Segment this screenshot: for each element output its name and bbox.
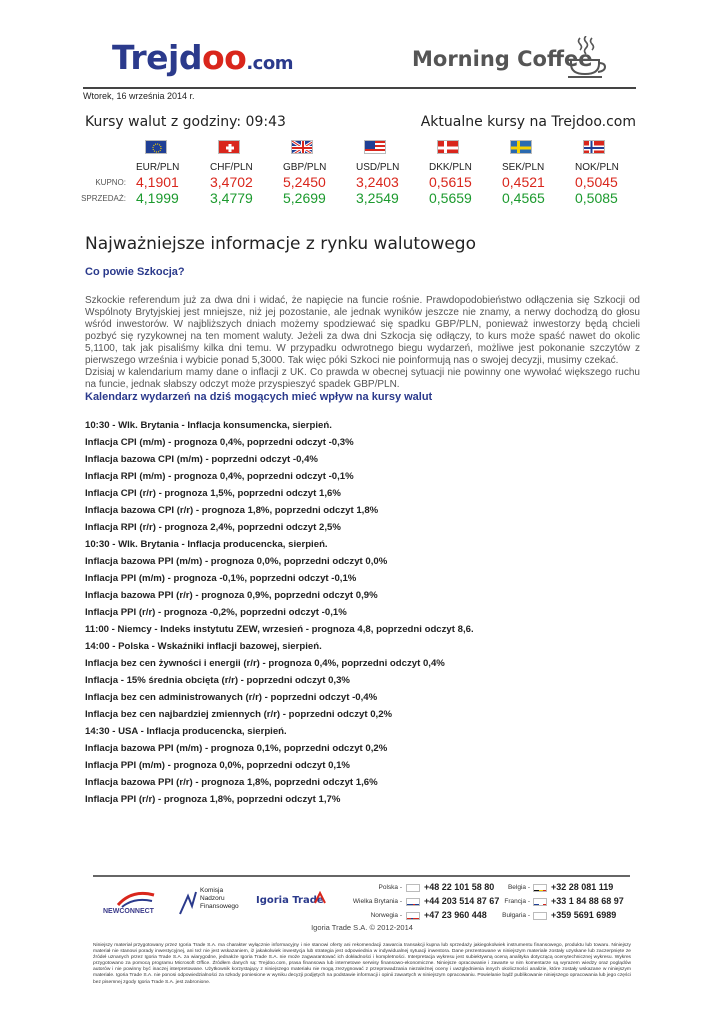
footer-divider <box>93 875 630 877</box>
sprzedaz-label: SPRZEDAŻ: <box>81 194 126 203</box>
event-item: Inflacja bazowa PPI (m/m) - prognoza 0,0%, poprzedni odczyt 0,0% <box>85 556 388 567</box>
event-item: 10:30 - Wlk. Brytania - Inflacja producencka, sierpień. <box>85 539 328 550</box>
flag-pl-icon <box>406 884 420 892</box>
sprzedaz-value: 4,1999 <box>136 190 179 206</box>
igoria-logo: Igoria Trade <box>256 895 324 906</box>
flag-bg-icon <box>533 912 547 920</box>
sprzedaz-value: 0,4565 <box>502 190 545 206</box>
kupno-value: 3,2403 <box>356 174 399 190</box>
currency-pair: CHF/PLN <box>210 162 253 173</box>
flag-gb-icon <box>406 898 420 906</box>
kupno-value: 3,4702 <box>210 174 253 190</box>
event-item: Inflacja bazowa PPI (m/m) - prognoza 0,1%, poprzedni odczyt 0,2% <box>85 743 388 754</box>
phone-country: Bułgaria - <box>502 912 530 919</box>
kupno-value: 4,1901 <box>136 174 179 190</box>
currency-pair: DKK/PLN <box>429 162 472 173</box>
currency-pair: GBP/PLN <box>283 162 327 173</box>
kupno-value: 5,2450 <box>283 174 326 190</box>
event-item: Inflacja - 15% średnia obcięta (r/r) - poprzedni odczyt 0,3% <box>85 675 350 686</box>
event-item: Inflacja PPI (m/m) - prognoza -0,1%, poprzedni odczyt -0,1% <box>85 573 357 584</box>
event-item: Inflacja bazowa CPI (r/r) - prognoza 1,8%, poprzedni odczyt 1,8% <box>85 505 379 516</box>
event-item: Inflacja PPI (r/r) - prognoza -0,2%, poprzedni odczyt -0,1% <box>85 607 347 618</box>
sprzedaz-value: 3,4779 <box>210 190 253 206</box>
calendar-title: Kalendarz wydarzeń na dziś mogących mieć wpływ na kursy walut <box>85 391 433 403</box>
event-item: Inflacja bez cen administrowanych (r/r) - poprzedni odczyt -0,4% <box>85 692 378 703</box>
igoria-mark-icon <box>313 891 327 905</box>
phone-country: Wielka Brytania - <box>352 898 402 905</box>
flag-dk-icon <box>437 140 459 154</box>
phone-number[interactable]: +33 1 84 88 68 97 <box>551 896 624 906</box>
flag-gb-icon <box>291 140 313 154</box>
sprzedaz-value: 0,5085 <box>575 190 618 206</box>
flag-fr-icon <box>533 898 547 906</box>
phone-number[interactable]: +48 22 101 58 80 <box>424 882 495 892</box>
event-item: Inflacja bazowa PPI (r/r) - prognoza 0,9%, poprzedni odczyt 0,9% <box>85 590 378 601</box>
issue-date: Wtorek, 16 września 2014 r. <box>83 91 195 101</box>
newconnect-label: NEWCONNECT <box>103 908 154 915</box>
sprzedaz-value: 3,2549 <box>356 190 399 206</box>
event-item: 10:30 - Wlk. Brytania - Inflacja konsumencka, sierpień. <box>85 420 332 431</box>
sprzedaz-value: 0,5659 <box>429 190 472 206</box>
event-item: Inflacja bez cen najbardziej zmiennych (r/r) - poprzedni odczyt 0,2% <box>85 709 393 720</box>
currency-pair: SEK/PLN <box>502 162 545 173</box>
event-item: Inflacja bazowa PPI (r/r) - prognoza 1,8%, poprzedni odczyt 1,6% <box>85 777 378 788</box>
article-paragraph: Dzisiaj w kalendarium mamy dane o inflacji z UK. Co prawda w obecnej sytuacji nie powinny one wywołać większego ruchu na funcie, jednak słabszy odczyt może przyspieszyć spadek GBP/PLN. <box>85 367 640 390</box>
phone-number[interactable]: +359 5691 6989 <box>551 910 617 920</box>
flag-us-icon <box>364 140 386 154</box>
event-item: Inflacja CPI (r/r) - prognoza 1,5%, poprzedni odczyt 1,6% <box>85 488 341 499</box>
phone-number[interactable]: +44 203 514 87 67 <box>424 896 500 906</box>
header-divider <box>83 87 636 89</box>
trejdoo-logo: Trejdoo.com <box>112 38 293 77</box>
article-body <box>85 295 640 391</box>
rates-heading: Kursy walut z godziny: 09:43 <box>85 114 286 130</box>
rates-link[interactable]: Aktualne kursy na Trejdoo.com <box>420 114 636 130</box>
flag-eu-icon <box>145 140 167 154</box>
event-item: Inflacja RPI (r/r) - prognoza 2,4%, poprzedni odczyt 2,5% <box>85 522 341 533</box>
flag-ch-icon <box>218 140 240 154</box>
flag-no-icon <box>583 140 605 154</box>
article-subtitle: Co powie Szkocja? <box>85 266 185 278</box>
currency-pair: NOK/PLN <box>575 162 619 173</box>
disclaimer: Niniejszy materiał przygotowany przez Igoria Trade S.A. ma charakter wyłącznie informacyjny i nie stanowi oferty ani rekomendacji zawarcia transakcji kupna lub sprzedaży jakiegokolwiek instrumentu finansowego, produktu lub towaru. Niniejszy materiał nie stanowi porady inwestycyjnej, ani też nie jest wskazaniem, iż jakakolwiek inwestycja lub strategia jest odpowiednia w indywidualnej sytuacji inwestora. Dane prezentowane w niniejszym materiale zostały uzyskane lub zaczerpnięte ze źródeł uznanych przez Igoria Trade S.A. za wiarygodne, jednakże Igoria Trade S.A. nie może zagwarantować ich dokładności i kompletności. Interpretacja wykresu jest subiektywną oceną analityka dotyczącą ocenytechnicznej wykresu. Wykres przygotowano za pomocą programu Microsoft Office. Źródłem danych są: Trejdoo.com, prasa finansowa lub internetowe serwisy finansowo-ekonomiczne. Niniejsze opracowanie i zawarte w nim komentarze są wyrazem wiedzy oraz poglądów autorów i nie powinny być inaczej interpretowane. Użytkownik korzystający z niniejszego materiału nie mogą zrezygnować z przeprowadzania niezależnej oceny i uwzględnienia innych okoliczności analizie, które zostały wskazane w niniejszym materiale. Igoria Trade S.A. nie ponosi odpowiedzialności za szkody poniesione w wyniku decyzji podjętych na podstawie informacji i opinii zawartych w niniejszym opracowaniu. Powielanie bądź publikowanie niniejszego opracowania lub jego części bez pisemnej zgody Igoria Trade S.A. jest zabronione. <box>93 943 631 985</box>
kupno-value: 0,5615 <box>429 174 472 190</box>
phone-number[interactable]: +32 28 081 119 <box>551 882 614 892</box>
event-item: Inflacja PPI (r/r) - prognoza 1,8%, poprzedni odczyt 1,7% <box>85 794 341 805</box>
phone-country: Francja - <box>504 898 530 905</box>
copyright: Igoria Trade S.A. © 2012-2014 <box>311 923 413 932</box>
event-item: 14:00 - Polska - Wskaźniki inflacji bazowej, sierpień. <box>85 641 322 652</box>
flag-se-icon <box>510 140 532 154</box>
coffee-cup-icon <box>566 36 606 80</box>
currency-pair: USD/PLN <box>356 162 400 173</box>
event-item: Inflacja PPI (m/m) - prognoza 0,0%, poprzedni odczyt 0,1% <box>85 760 350 771</box>
event-item: Inflacja bez cen żywności i energii (r/r) - prognoza 0,4%, poprzedni odczyt 0,4% <box>85 658 445 669</box>
phone-country: Norwegia - <box>370 912 402 919</box>
flag-be-icon <box>533 884 547 892</box>
page-title: Morning Coffee <box>412 47 593 71</box>
kupno-value: 0,5045 <box>575 174 618 190</box>
phone-country: Polska - <box>378 884 402 891</box>
events-list <box>85 419 474 810</box>
kupno-value: 0,4521 <box>502 174 545 190</box>
currency-pair: EUR/PLN <box>136 162 180 173</box>
flag-no-icon <box>406 912 420 920</box>
kupno-label: KUPNO: <box>95 178 126 187</box>
phone-country: Belgia - <box>507 884 530 891</box>
event-item: Inflacja bazowa CPI (m/m) - poprzedni odczyt -0,4% <box>85 454 318 465</box>
phone-number[interactable]: +47 23 960 448 <box>424 910 487 920</box>
knf-label: Komisja Nadzoru Finansowego <box>200 887 239 910</box>
event-item: 11:00 - Niemcy - Indeks instytutu ZEW, wrzesień - prognoza 4,8, poprzedni odczyt 8,6. <box>85 624 474 635</box>
section-title: Najważniejsze informacje z rynku walutowego <box>85 234 476 254</box>
event-item: Inflacja CPI (m/m) - prognoza 0,4%, poprzedni odczyt -0,3% <box>85 437 354 448</box>
article-paragraph: Szkockie referendum już za dwa dni i widać, że napięcie na funcie rośnie. Prawdopodobieństwo odłączenia się Szkocji od Wspólnoty Brytyjskiej jest mniejsze, niż jej pozostanie, ale jednak wyników jeszcze nie znamy, a nerwy dochodzą do głosu wśród inwestorów. W najbliższych dniach możemy spodziewać się spadku GBP/PLN, ponieważ inwestorzy będą chcieli pozbyć się ryzykownej na ten moment waluty. Jeżeli za dwa dni Szkocja się odłączy, to kurs może spaść nawet do okolic 5,1100, tak jak pisaliśmy kilka dni temu. W przypadku odwrotnego biegu wydarzeń, możliwe jest pokonanie szczytów z pierwszego września i wybicie ponad 5,3000. Tak więc póki Szkoci nie poinformują nas o swojej decyzji, musimy czekać. <box>85 295 640 366</box>
event-item: 14:30 - USA - Inflacja producencka, sierpień. <box>85 726 287 737</box>
event-item: Inflacja RPI (m/m) - prognoza 0,4%, poprzedni odczyt -0,1% <box>85 471 354 482</box>
sprzedaz-value: 5,2699 <box>283 190 326 206</box>
